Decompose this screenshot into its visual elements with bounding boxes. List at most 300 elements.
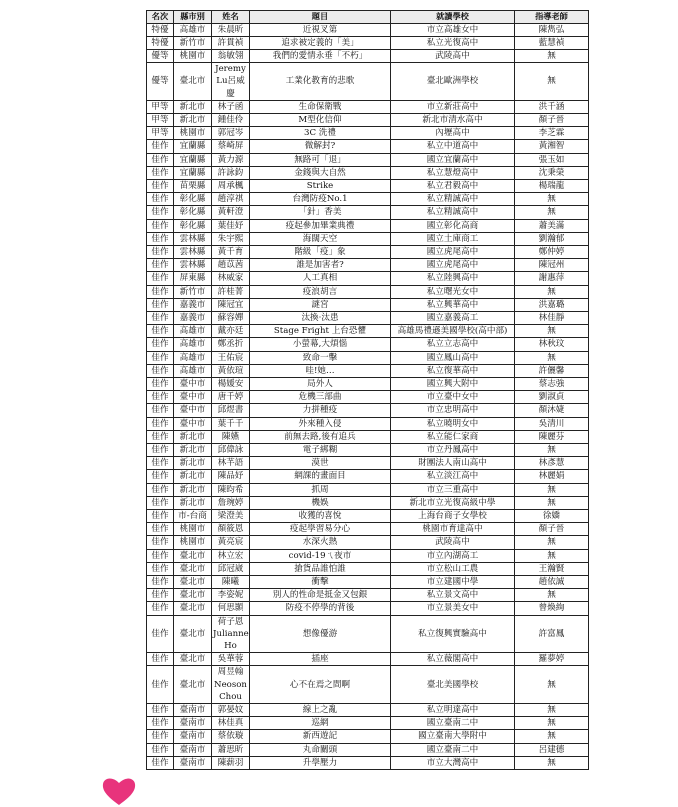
cell-name: 楊媛安 — [212, 377, 250, 390]
cell-teacher: 無 — [515, 193, 589, 206]
cell-teacher: 藍慧禎 — [515, 36, 589, 49]
cell-school: 市立臺中女中 — [391, 391, 515, 404]
cell-name: 何思顥 — [212, 602, 250, 615]
cell-city: 高雄市 — [174, 364, 212, 377]
table-row — [147, 470, 589, 483]
cell-city: 臺北市 — [174, 576, 212, 589]
cell-award: 優等 — [147, 63, 174, 101]
cell-title: 危機三部曲 — [250, 391, 391, 404]
cell-city: 高雄市 — [174, 325, 212, 338]
cell-teacher: 呂建德 — [515, 743, 589, 756]
cell-teacher: 謝惠萍 — [515, 272, 589, 285]
table-row — [147, 602, 589, 615]
cell-city: 臺南市 — [174, 756, 212, 769]
cell-name: 陳品妤 — [212, 470, 250, 483]
cell-city: 臺中市 — [174, 377, 212, 390]
cell-name: 許貫禎 — [212, 36, 250, 49]
cell-name: Jeremy Lu呂威慶 — [212, 63, 250, 101]
cell-award: 佳作 — [147, 417, 174, 430]
cell-school: 臺北美國學校 — [391, 666, 515, 704]
cell-teacher: 無 — [515, 444, 589, 457]
cell-award: 佳作 — [147, 351, 174, 364]
cell-name: 林佳真 — [212, 717, 250, 730]
cell-award: 佳作 — [147, 285, 174, 298]
cell-name: 邱偉詠 — [212, 444, 250, 457]
cell-title: 線上之亂 — [250, 704, 391, 717]
cell-city: 彰化縣 — [174, 206, 212, 219]
cell-city: 新北市 — [174, 496, 212, 509]
cell-school: 私立中道高中 — [391, 140, 515, 153]
cell-school: 私立景文高中 — [391, 589, 515, 602]
cell-title: 別人的性命是抵金又包銀 — [250, 589, 391, 602]
cell-teacher: 陳雋弘 — [515, 23, 589, 36]
cell-city: 臺南市 — [174, 743, 212, 756]
cell-award: 佳作 — [147, 404, 174, 417]
cell-title: 搶貨品誰怕誰 — [250, 562, 391, 575]
cell-city: 高雄市 — [174, 338, 212, 351]
cell-title: 哇!她… — [250, 364, 391, 377]
cell-city: 臺南市 — [174, 704, 212, 717]
cell-title: 3C 洗禮 — [250, 127, 391, 140]
cell-award: 甲等 — [147, 127, 174, 140]
table-row — [147, 351, 589, 364]
header-city: 縣市別 — [174, 11, 212, 24]
cell-teacher: 陳麗芬 — [515, 430, 589, 443]
cell-name: 黃亮宸 — [212, 536, 250, 549]
header-award: 名次 — [147, 11, 174, 24]
table-row — [147, 483, 589, 496]
cell-teacher: 許富鳳 — [515, 615, 589, 653]
cell-award: 佳作 — [147, 496, 174, 509]
cell-city: 臺北市 — [174, 615, 212, 653]
cell-city: 臺北市 — [174, 602, 212, 615]
cell-teacher: 羅夢婷 — [515, 653, 589, 666]
cell-name: 黃千育 — [212, 245, 250, 258]
cell-name: 許詠鈞 — [212, 166, 250, 179]
table-row — [147, 166, 589, 179]
table-row — [147, 364, 589, 377]
cell-teacher: 蔡志強 — [515, 377, 589, 390]
cell-city: 臺南市 — [174, 730, 212, 743]
cell-title: 丸命關頭 — [250, 743, 391, 756]
table-row — [147, 127, 589, 140]
cell-school: 新北市清水高中 — [391, 113, 515, 126]
cell-school: 私立精誠高中 — [391, 206, 515, 219]
cell-title: 汰換·汰患 — [250, 311, 391, 324]
cell-name: 荷子恩 Julianne Ho — [213, 616, 249, 652]
table-row — [147, 179, 589, 192]
cell-teacher: 無 — [515, 666, 589, 704]
cell-school: 國立虎尾高中 — [391, 245, 515, 258]
cell-teacher: 李芝霖 — [515, 127, 589, 140]
cell-title: 我們的愛情永垂「不朽」 — [250, 49, 391, 62]
cell-title: 追求被定義的「美」 — [250, 36, 391, 49]
cell-school: 私立能仁家商 — [391, 430, 515, 443]
cell-city: 高雄市 — [174, 351, 212, 364]
table-row — [147, 100, 589, 113]
cell-title: 工業化教育的悲歌 — [250, 63, 391, 101]
cell-award: 佳作 — [147, 653, 174, 666]
cell-title: 人工真相 — [250, 272, 391, 285]
cell-city: 雲林縣 — [174, 245, 212, 258]
cell-award: 佳作 — [147, 272, 174, 285]
cell-award: 佳作 — [147, 717, 174, 730]
cell-title: 局外人 — [250, 377, 391, 390]
cell-title: 「針」香美 — [250, 206, 391, 219]
cell-name: 郭晏妏 — [212, 704, 250, 717]
cell-name: 許桂菁 — [212, 285, 250, 298]
table-header-row — [147, 11, 589, 24]
cell-name: 唐千婷 — [212, 391, 250, 404]
cell-school: 市立景美女中 — [391, 602, 515, 615]
cell-award: 佳作 — [147, 364, 174, 377]
cell-title: 微解封? — [250, 140, 391, 153]
cell-title: 小螢幕,大煩惱 — [250, 338, 391, 351]
table-row — [147, 232, 589, 245]
table-row — [147, 206, 589, 219]
table-row — [147, 404, 589, 417]
table-row — [147, 36, 589, 49]
cell-city: 市-台商 — [174, 510, 212, 523]
cell-name: 黃依瑄 — [212, 364, 250, 377]
cell-name: 林子函 — [212, 100, 250, 113]
cell-name: 戴亦廷 — [212, 325, 250, 338]
cell-city: 彰化縣 — [174, 193, 212, 206]
cell-name: 王佑宸 — [212, 351, 250, 364]
cell-name: 林威家 — [212, 272, 250, 285]
cell-award: 佳作 — [147, 193, 174, 206]
cell-teacher: 無 — [515, 496, 589, 509]
cell-teacher: 林麗娟 — [515, 470, 589, 483]
cell-teacher: 林彥慧 — [515, 457, 589, 470]
cell-teacher: 無 — [515, 325, 589, 338]
cell-name: 葉千千 — [212, 417, 250, 430]
table-row — [147, 153, 589, 166]
cell-title: 水深火熱 — [250, 536, 391, 549]
cell-title: 機娛 — [250, 496, 391, 509]
cell-title: 無路可「退」 — [250, 153, 391, 166]
cell-city: 雲林縣 — [174, 232, 212, 245]
table-row — [147, 743, 589, 756]
cell-city: 臺南市 — [174, 717, 212, 730]
cell-school: 臺北歐洲學校 — [391, 63, 515, 101]
cell-name: 黃軒澄 — [212, 206, 250, 219]
cell-title: 電子綁糊 — [250, 444, 391, 457]
cell-school: 國立嘉義高工 — [391, 311, 515, 324]
cell-title: 力拼種疫 — [250, 404, 391, 417]
cell-title: 衝擊 — [250, 576, 391, 589]
table-row — [147, 259, 589, 272]
table-row — [147, 717, 589, 730]
cell-award: 佳作 — [147, 756, 174, 769]
cell-award: 佳作 — [147, 615, 174, 653]
cell-teacher: 無 — [515, 589, 589, 602]
cell-city: 臺北市 — [174, 666, 212, 704]
cell-award: 佳作 — [147, 666, 174, 704]
cell-title: 收獲的喜悅 — [250, 510, 391, 523]
cell-school: 國立鳳山高中 — [391, 351, 515, 364]
cell-award: 佳作 — [147, 219, 174, 232]
heart-icon — [102, 776, 136, 806]
cell-city: 新北市 — [174, 444, 212, 457]
table-row — [147, 23, 589, 36]
cell-award: 佳作 — [147, 536, 174, 549]
header-title: 題目 — [250, 11, 391, 24]
cell-name: 黃力源 — [212, 153, 250, 166]
cell-school: 市立建國中學 — [391, 576, 515, 589]
cell-teacher: 無 — [515, 704, 589, 717]
table-row — [147, 444, 589, 457]
table-row — [147, 113, 589, 126]
table-row — [147, 298, 589, 311]
cell-award: 佳作 — [147, 245, 174, 258]
cell-teacher: 蕭美滿 — [515, 219, 589, 232]
cell-title: covid-19ㄟ夜市 — [250, 549, 391, 562]
table-row — [147, 666, 589, 704]
cell-teacher: 陳冠州 — [515, 259, 589, 272]
cell-teacher: 許儷馨 — [515, 364, 589, 377]
cell-title: 外來種入侵 — [250, 417, 391, 430]
cell-name: 翁敏翎 — [212, 49, 250, 62]
cell-school: 市立內湖高工 — [391, 549, 515, 562]
cell-teacher: 黃湘智 — [515, 140, 589, 153]
cell-title: 海闊天空 — [250, 232, 391, 245]
cell-school: 市立三重高中 — [391, 483, 515, 496]
cell-award: 佳作 — [147, 743, 174, 756]
cell-city: 臺中市 — [174, 404, 212, 417]
cell-name: 詹琬婷 — [212, 496, 250, 509]
cell-name: 葉佳妤 — [212, 219, 250, 232]
cell-city: 桃園市 — [174, 49, 212, 62]
cell-name: 蔡崎屏 — [212, 140, 250, 153]
table-row — [147, 730, 589, 743]
cell-city: 臺北市 — [174, 549, 212, 562]
cell-award: 甲等 — [147, 113, 174, 126]
cell-teacher: 無 — [515, 483, 589, 496]
cell-city: 新竹市 — [174, 285, 212, 298]
cell-city: 宜蘭縣 — [174, 140, 212, 153]
cell-teacher: 顏子晉 — [515, 113, 589, 126]
cell-title: 巡網 — [250, 717, 391, 730]
cell-name: 朱宇熙 — [212, 232, 250, 245]
table-row — [147, 193, 589, 206]
table-row — [147, 49, 589, 62]
cell-name: 鄭丞折 — [212, 338, 250, 351]
table-row — [147, 576, 589, 589]
table-row — [147, 272, 589, 285]
cell-city: 宜蘭縣 — [174, 166, 212, 179]
cell-title: 新西遊記 — [250, 730, 391, 743]
cell-school: 私立陸興高中 — [391, 272, 515, 285]
cell-name: 吳華蓉 — [212, 653, 250, 666]
cell-title: 生命保衛戰 — [250, 100, 391, 113]
cell-award: 佳作 — [147, 602, 174, 615]
cell-teacher: 無 — [515, 717, 589, 730]
cell-school: 市立松山工農 — [391, 562, 515, 575]
cell-school: 國立彰化高商 — [391, 219, 515, 232]
cell-title: 漠世 — [250, 457, 391, 470]
cell-school: 高雄馬禮遜美國學校(高中部) — [391, 325, 515, 338]
cell-teacher: 無 — [515, 49, 589, 62]
table-row — [147, 510, 589, 523]
cell-title: 抓周 — [250, 483, 391, 496]
cell-city: 彰化縣 — [174, 219, 212, 232]
cell-teacher: 洪千涵 — [515, 100, 589, 113]
cell-title: 台灣防疫No.1 — [250, 193, 391, 206]
cell-title: 前無去路,後有追兵 — [250, 430, 391, 443]
cell-name: 蕭思昕 — [212, 743, 250, 756]
cell-name: 蘇容嬋 — [212, 311, 250, 324]
table-row — [147, 704, 589, 717]
cell-city: 臺北市 — [174, 562, 212, 575]
cell-teacher: 王瀚賢 — [515, 562, 589, 575]
cell-title: Stage Fright 上台恐懼 — [250, 325, 391, 338]
cell-title: 升學壓力 — [250, 756, 391, 769]
cell-award: 甲等 — [147, 100, 174, 113]
cell-school: 私立復華高中 — [391, 364, 515, 377]
cell-city: 桃園市 — [174, 127, 212, 140]
cell-school: 國立臺南大學附中 — [391, 730, 515, 743]
cell-city: 桃園市 — [174, 523, 212, 536]
cell-title: 疫起參加畢業典禮 — [250, 219, 391, 232]
table-row — [147, 140, 589, 153]
cell-teacher: 趙依誠 — [515, 576, 589, 589]
cell-award: 佳作 — [147, 470, 174, 483]
table-row — [147, 311, 589, 324]
cell-name: 林芊語 — [212, 457, 250, 470]
cell-name: 邱冠崴 — [212, 562, 250, 575]
cell-name: 邱煜書 — [212, 404, 250, 417]
cell-teacher: 無 — [515, 285, 589, 298]
cell-title: 心不在焉之間啊 — [250, 666, 391, 704]
cell-school: 內壢高中 — [391, 127, 515, 140]
cell-school: 國立土庫商工 — [391, 232, 515, 245]
cell-award: 特優 — [147, 23, 174, 36]
table-row — [147, 430, 589, 443]
cell-name: 周承楓 — [212, 179, 250, 192]
cell-teacher: 無 — [515, 206, 589, 219]
cell-school: 市立忠明高中 — [391, 404, 515, 417]
cell-award: 優等 — [147, 49, 174, 62]
cell-teacher: 無 — [515, 730, 589, 743]
cell-school: 財團法人南山高中 — [391, 457, 515, 470]
cell-award: 佳作 — [147, 457, 174, 470]
cell-name: 林立宏 — [212, 549, 250, 562]
table-row — [147, 653, 589, 666]
cell-school: 私立曙光女中 — [391, 285, 515, 298]
cell-award: 特優 — [147, 36, 174, 49]
cell-city: 臺北市 — [174, 63, 212, 101]
table-row — [147, 549, 589, 562]
cell-school: 私立薇閣高中 — [391, 653, 515, 666]
cell-name: 陳嬿 — [212, 430, 250, 443]
cell-teacher: 吳清川 — [515, 417, 589, 430]
cell-school: 私立君毅高中 — [391, 179, 515, 192]
cell-name: 陳冠宜 — [212, 298, 250, 311]
cell-teacher: 無 — [515, 549, 589, 562]
cell-title: M型化信仰 — [250, 113, 391, 126]
table-body — [147, 23, 589, 770]
cell-school: 私立光復高中 — [391, 36, 515, 49]
cell-school: 私立明達高中 — [391, 704, 515, 717]
header-name: 姓名 — [212, 11, 250, 24]
cell-teacher: 曾煥絢 — [515, 602, 589, 615]
cell-city: 臺北市 — [174, 653, 212, 666]
cell-school: 上海台商子女學校 — [391, 510, 515, 523]
cell-name: 李姿妮 — [212, 589, 250, 602]
cell-city: 新北市 — [174, 483, 212, 496]
cell-teacher: 劉瀚郁 — [515, 232, 589, 245]
cell-award: 佳作 — [147, 140, 174, 153]
cell-name: 陳昀希 — [212, 483, 250, 496]
table-row — [147, 589, 589, 602]
cell-city: 桃園市 — [174, 536, 212, 549]
cell-award: 佳作 — [147, 730, 174, 743]
cell-teacher: 無 — [515, 63, 589, 101]
cell-teacher: 楊瑞龍 — [515, 179, 589, 192]
cell-award: 佳作 — [147, 166, 174, 179]
cell-city: 高雄市 — [174, 23, 212, 36]
table-row — [147, 63, 589, 101]
cell-award: 佳作 — [147, 338, 174, 351]
cell-city: 臺北市 — [174, 589, 212, 602]
cell-school: 私立慧燈高中 — [391, 166, 515, 179]
cell-city: 新北市 — [174, 457, 212, 470]
cell-teacher: 顏子晉 — [515, 523, 589, 536]
table-row — [147, 417, 589, 430]
table-row — [147, 285, 589, 298]
cell-award: 佳作 — [147, 704, 174, 717]
cell-school: 國立宜蘭高中 — [391, 153, 515, 166]
cell-award: 佳作 — [147, 232, 174, 245]
cell-award: 佳作 — [147, 259, 174, 272]
cell-city: 臺中市 — [174, 417, 212, 430]
cell-city: 新北市 — [174, 100, 212, 113]
cell-award: 佳作 — [147, 206, 174, 219]
table-row — [147, 325, 589, 338]
cell-award: 佳作 — [147, 179, 174, 192]
cell-title: 網課的畫面目 — [250, 470, 391, 483]
cell-name: 趙淳祺 — [212, 193, 250, 206]
table-row — [147, 523, 589, 536]
table-row — [147, 756, 589, 769]
cell-title: 近視叉第 — [250, 23, 391, 36]
cell-title: 金錢與大自然 — [250, 166, 391, 179]
cell-teacher: 沈秉榮 — [515, 166, 589, 179]
cell-school: 武陵高中 — [391, 536, 515, 549]
cell-school: 國立臺南二中 — [391, 717, 515, 730]
table-row — [147, 496, 589, 509]
cell-title: 誰是加害者? — [250, 259, 391, 272]
cell-school: 私立興華高中 — [391, 298, 515, 311]
cell-title: Strike — [250, 179, 391, 192]
cell-school: 私立復興實驗高中 — [391, 615, 515, 653]
cell-title: 謎宮 — [250, 298, 391, 311]
cell-school: 新北市立光復高級中學 — [391, 496, 515, 509]
header-teacher: 指導老師 — [515, 11, 589, 24]
cell-award: 佳作 — [147, 325, 174, 338]
cell-city: 屏東縣 — [174, 272, 212, 285]
table-row — [147, 457, 589, 470]
cell-school: 國立興大附中 — [391, 377, 515, 390]
cell-award: 佳作 — [147, 483, 174, 496]
cell-teacher: 徐嬌 — [515, 510, 589, 523]
cell-city: 宜蘭縣 — [174, 153, 212, 166]
cell-school: 市立大灣高中 — [391, 756, 515, 769]
cell-school: 市立丹鳳高中 — [391, 444, 515, 457]
table-row — [147, 245, 589, 258]
table-row — [147, 219, 589, 232]
